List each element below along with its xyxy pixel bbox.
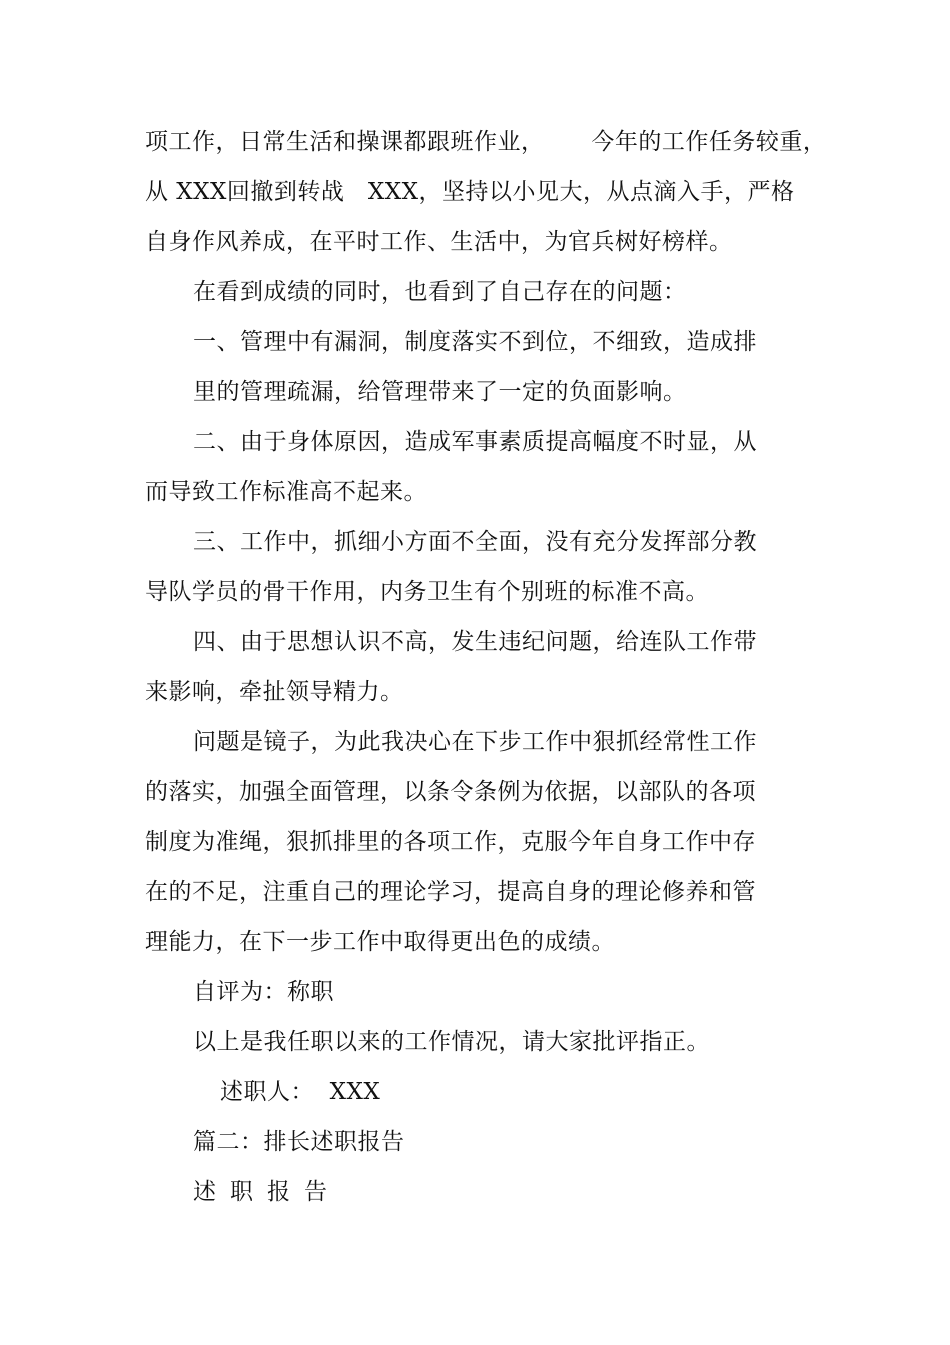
text-line: 里的管理疏漏，给管理带来了一定的负面影响。 [193, 379, 687, 405]
text-line: 一、管理中有漏洞，制度落实不到位，不细致，造成排 [193, 329, 757, 355]
text-line: 导队学员的骨干作用，内务卫生有个别班的标准不高。 [145, 579, 709, 605]
report-title: 述职报告 [193, 1179, 341, 1205]
text-line: 三、工作中，抓细小方面不全面，没有充分发挥部分教 [193, 529, 757, 555]
section-heading: 篇二：排长述职报告 [193, 1129, 405, 1155]
text-line: 四、由于思想认识不高，发生违纪问题，给连队工作带 [193, 629, 757, 655]
signature-line: 述职人： XXX [220, 1079, 381, 1105]
text-line: 问题是镜子，为此我决心在下步工作中狠抓经常性工作 [193, 729, 757, 755]
closing-line: 以上是我任职以来的工作情况，请大家批评指正。 [193, 1029, 710, 1055]
text-line: 自身作风养成，在平时工作、生活中，为官兵树好榜样。 [145, 229, 733, 255]
text-line: 在的不足，注重自己的理论学习，提高自身的理论修养和管 [145, 879, 756, 905]
text-line: 来影响，牵扯领导精力。 [145, 679, 404, 705]
text-line: 而导致工作标准高不起来。 [145, 479, 427, 505]
text-line: 的落实，加强全面管理，以条令条例为依据，以部队的各项 [145, 779, 756, 805]
text-line: 项工作，日常生活和操课都跟班作业， 今年的工作任务较重， [145, 129, 827, 155]
self-evaluation-line: 自评为：称职 [193, 979, 334, 1005]
text-line: 理能力，在下一步工作中取得更出色的成绩。 [145, 929, 615, 955]
text-line: 制度为准绳，狠抓排里的各项工作，克服今年自身工作中存 [145, 829, 756, 855]
text-line: 从 XXX回撤到转战 XXX，坚持以小见大，从点滴入手，严格 [145, 179, 795, 205]
text-line: 在看到成绩的同时，也看到了自己存在的问题： [193, 279, 687, 305]
text-line: 二、由于身体原因，造成军事素质提高幅度不时显，从 [193, 429, 757, 455]
